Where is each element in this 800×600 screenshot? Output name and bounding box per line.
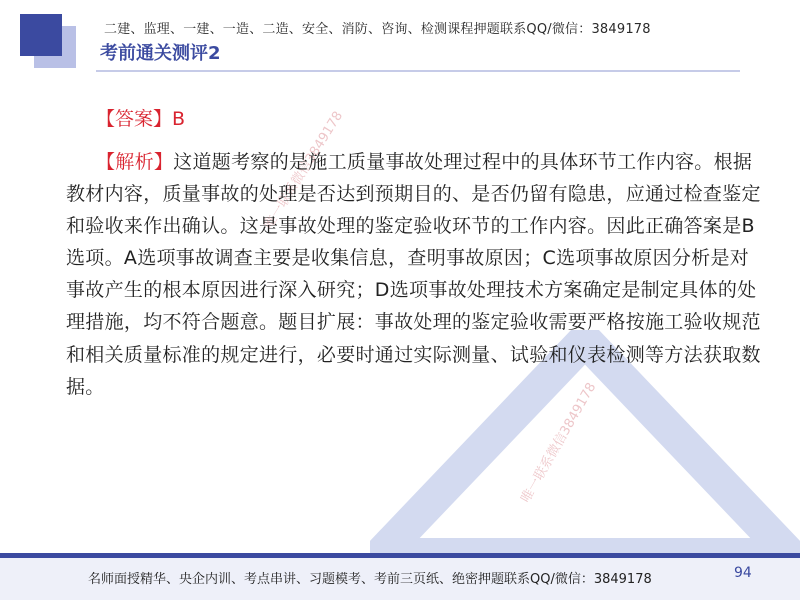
answer-label: 【答案】 bbox=[96, 108, 173, 130]
answer-line bbox=[96, 103, 776, 135]
watermark-text: 唯一联系微信3849178 bbox=[518, 380, 600, 506]
answer-value: B bbox=[172, 108, 186, 130]
header-divider bbox=[96, 70, 740, 72]
footer-promo-text: 名师面授精华、央企内训、考点串讲、习题模考、考前三页纸、绝密押题联系QQ/微信：3849178 bbox=[88, 572, 652, 587]
header-promo-text: 二建、监理、一建、一造、二造、安全、消防、咨询、检测课程押题联系QQ/微信：3849178 bbox=[104, 22, 651, 37]
analysis-paragraph bbox=[66, 146, 766, 403]
page-number: 94 bbox=[734, 565, 752, 581]
answer-section bbox=[96, 103, 776, 135]
header-decoration-dark-square bbox=[20, 14, 62, 56]
watermark-text: 唯一联系微信3849178 bbox=[261, 108, 347, 233]
page-title: 考前通关测评2 bbox=[100, 43, 221, 64]
analysis-text: 这道题考察的是施工质量事故处理过程中的具体环节工作内容。根据教材内容，质量事故的处理是否达到预期目的、是否仍留有隐患，应通过检查鉴定和验收来作出确认。这是事故处理的鉴定验收环节的工作内容。因此正确答案是B选项。A选项事故调查主要是收集信息，查明事故原因；C选项事故原因分析是对事故产生的根本原因进行深入研究；D选项事故处理技术方案确定是制定具体的处理措施，均不符合题意。题目扩展：事故处理的鉴定验收需要严格按施工验收规范和相关质量标准的规定进行，必要时通过实际测量、试验和仪表检测等方法获取数据。 bbox=[66, 151, 761, 398]
analysis-label: 【解析】 bbox=[96, 151, 174, 173]
